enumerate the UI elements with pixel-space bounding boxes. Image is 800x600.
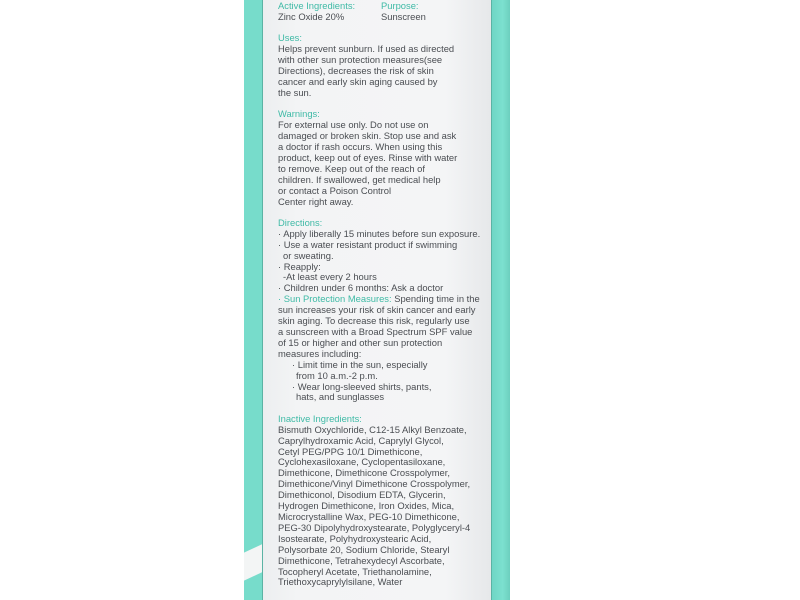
product-tube-back-label [244, 0, 510, 600]
warnings-line: children. If swallowed, get medical help [278, 173, 441, 185]
uses-line: the sun. [278, 86, 312, 98]
drug-facts-content [278, 0, 508, 599]
left-teal-edge [244, 0, 263, 600]
inactive-ingredients-line: Isostearate, Polyhydroxystearic Acid, [278, 532, 432, 544]
sun-protection-sub-item: · Limit time in the sun, especially [292, 358, 428, 370]
sun-protection-sub-item: hats, and sunglasses [296, 391, 385, 403]
sun-protection-label: · Sun Protection Measures: [278, 293, 392, 305]
warnings-section [278, 109, 508, 207]
warnings-line: damaged or broken skin. Stop use and ask [278, 130, 457, 142]
warnings-line: a doctor if rash occurs. When using this [278, 140, 443, 152]
sun-protection-sub-item: from 10 a.m.-2 p.m. [296, 369, 378, 381]
directions-section [278, 218, 508, 403]
inactive-ingredients-line: Polysorbate 20, Sodium Chloride, Stearyl [278, 543, 450, 555]
directions-item: · Children under 6 months: Ask a doctor [278, 282, 444, 294]
warnings-heading: Warnings: [278, 108, 320, 120]
sun-protection-line: measures including: [278, 347, 362, 359]
purpose-heading: Purpose: [381, 0, 419, 11]
warnings-line: to remove. Keep out of the reach of [278, 162, 425, 174]
inactive-ingredients-line: Dimethicone, Dimethicone Crosspolymer, [278, 467, 450, 479]
warnings-line: product, keep out of eyes. Rinse with water [278, 151, 458, 163]
sun-protection-line: a sunscreen with a Broad Spectrum SPF value [278, 325, 473, 337]
uses-section [278, 33, 508, 98]
inactive-ingredients-line: Dimethicone, Tetrahexydecyl Ascorbate, [278, 554, 445, 566]
active-ingredients-heading: Active Ingredients: [278, 0, 356, 11]
inactive-ingredients-line: Bismuth Oxychloride, C12-15 Alkyl Benzoate, [278, 423, 467, 435]
sun-protection-line: skin aging. To decrease this risk, regularly use [278, 315, 470, 327]
inactive-ingredients-line: Cyclohexasiloxane, Cyclopentasiloxane, [278, 456, 446, 468]
inactive-ingredients-line: Dimethicone/Vinyl Dimethicone Crosspolymer, [278, 478, 471, 490]
directions-item: · Reapply: [278, 260, 321, 272]
inactive-ingredients-line: Cetyl PEG/PPG 10/1 Dimethicone, [278, 445, 423, 457]
inactive-ingredients-line: Caprylhydroxamic Acid, Caprylyl Glycol, [278, 434, 444, 446]
inactive-ingredients-line: Hydrogen Dimethicone, Iron Oxides, Mica, [278, 500, 455, 512]
inactive-ingredients-line: Tocopheryl Acetate, Triethanolamine, [278, 565, 432, 577]
white-diagonal-stripe [244, 541, 263, 584]
directions-item: or sweating. [283, 249, 334, 261]
inactive-ingredients-heading: Inactive Ingredients: [278, 412, 362, 424]
inactive-ingredients-line: Triethoxycaprylylsilane, Water [278, 576, 403, 588]
uses-line: Directions), decreases the risk of skin [278, 65, 434, 77]
uses-line: Helps prevent sunburn. If used as directed [278, 43, 455, 55]
active-ingredients-value: Zinc Oxide 20% [278, 10, 345, 22]
uses-line: cancer and early skin aging caused by [278, 75, 438, 87]
inactive-ingredients-line: Dimethiconol, Disodium EDTA, Glycerin, [278, 489, 446, 501]
inactive-ingredients-section [278, 414, 508, 589]
directions-item: -At least every 2 hours [283, 271, 377, 283]
sun-protection-sub-item: · Wear long-sleeved shirts, pants, [292, 380, 432, 392]
warnings-line: or contact a Poison Control [278, 184, 392, 196]
uses-line: with other sun protection measures(see [278, 54, 443, 66]
directions-item: · Use a water resistant product if swimming [278, 238, 458, 250]
sun-protection-line: of 15 or higher and other sun protection [278, 336, 443, 348]
inactive-ingredients-line: PEG-30 Dipolyhydroxystearate, Polyglyceryl-4 [278, 521, 471, 533]
active-ingredients-section [278, 1, 508, 23]
warnings-line: For external use only. Do not use on [278, 119, 429, 131]
uses-heading: Uses: [278, 32, 302, 44]
warnings-line: Center right away. [278, 195, 354, 207]
directions-item: · Apply liberally 15 minutes before sun exposure. [278, 227, 481, 239]
purpose-value: Sunscreen [381, 10, 426, 22]
directions-heading: Directions: [278, 216, 323, 228]
sun-protection-text: Spending time in the [391, 293, 480, 305]
sun-protection-line: sun increases your risk of skin cancer and early [278, 304, 476, 316]
inactive-ingredients-line: Microcrystalline Wax, PEG-10 Dimethicone, [278, 510, 460, 522]
